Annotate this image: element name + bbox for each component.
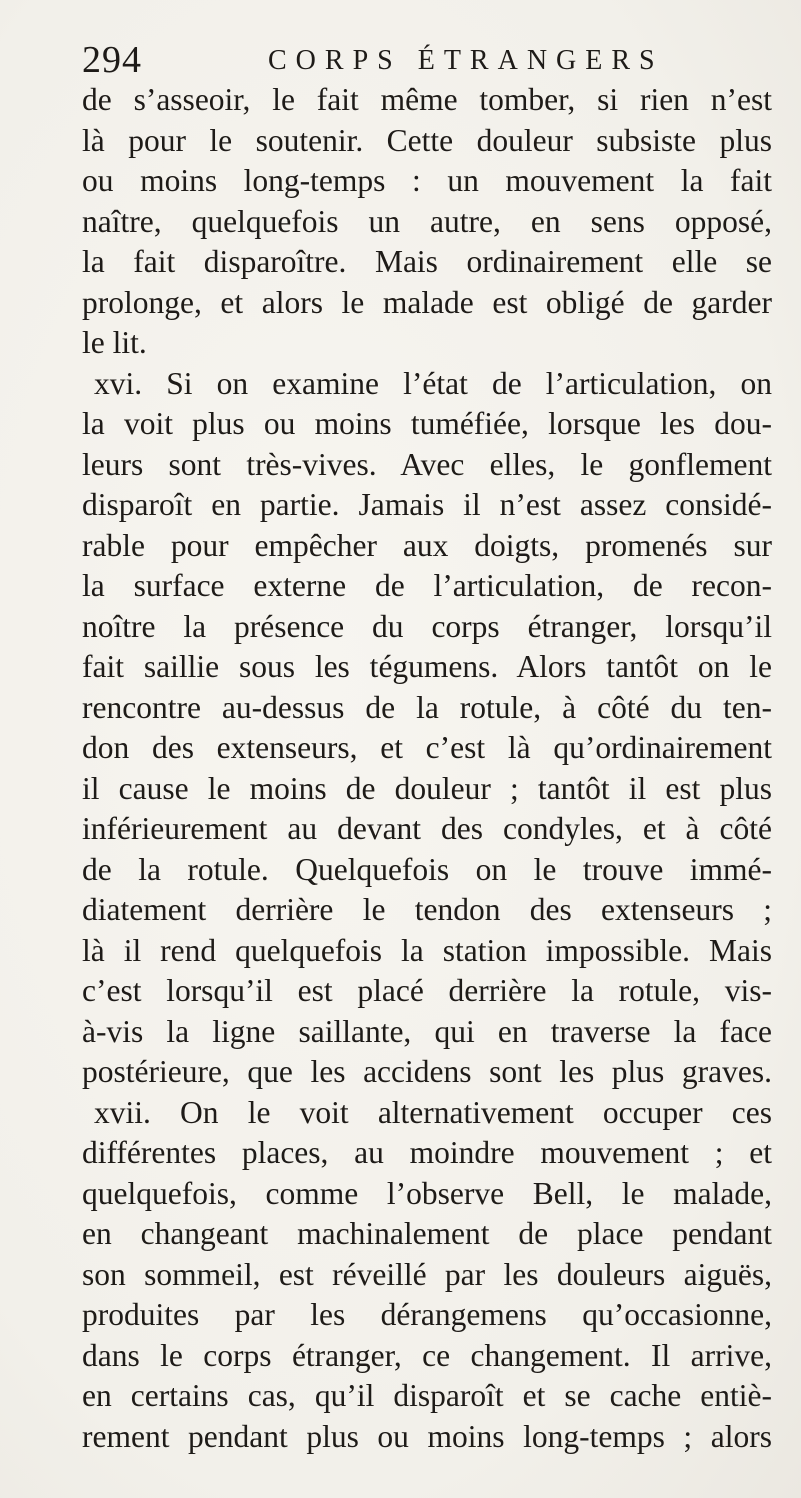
text-line: en certains cas, qu’il disparoît et se cache entiè- <box>82 1378 772 1413</box>
text-line: produites par les dérangemens qu’occasionne, <box>82 1297 772 1332</box>
text-line: le lit. <box>82 325 147 360</box>
text-line: inférieurement au devant des condyles, et à côté <box>82 811 772 846</box>
text-line: ou moins long-temps : un mouvement la fait <box>82 163 772 198</box>
text-line: différentes places, au moindre mouvement ; et <box>82 1135 772 1170</box>
text-line: la voit plus ou moins tuméfiée, lorsque les dou- <box>82 406 772 441</box>
page-header <box>82 40 772 80</box>
text-line: diatement derrière le tendon des extenseurs ; <box>82 892 772 927</box>
text-line: de s’asseoir, le fait même tomber, si rien n’est <box>82 82 772 117</box>
text-line: de la rotule. Quelquefois on le trouve immé- <box>82 851 772 887</box>
running-head: CORPS ÉTRANGERS <box>268 45 664 76</box>
text-line: naître, quelquefois un autre, en sens opposé, <box>82 203 772 239</box>
text-line: en changeant machinalement de place pendant <box>82 1216 772 1251</box>
text-line: postérieure, que les accidens sont les plus graves. <box>82 1054 772 1089</box>
text-line: leurs sont très-vives. Avec elles, le gonflement <box>82 446 772 482</box>
text-line: disparoît en partie. Jamais il n’est assez considé- <box>82 487 772 522</box>
text-line: rable pour empêcher aux doigts, promenés sur <box>82 527 772 563</box>
text-line: rement pendant plus ou moins long-temps ; alors <box>82 1418 772 1454</box>
text-line: xvi. Si on examine l’état de l’articulation, on <box>94 365 772 401</box>
text-line: prolonge, et alors le malade est obligé de garder <box>82 284 772 320</box>
text-line: à-vis la ligne saillante, qui en traverse la face <box>82 1013 772 1049</box>
text-line: don des extenseurs, et c’est là qu’ordinairement <box>82 730 772 765</box>
body-text <box>82 80 772 1457</box>
text-line: xvii. On le voit alternativement occuper ces <box>94 1094 772 1130</box>
text-line: fait saillie sous les tégumens. Alors tantôt on le <box>82 649 772 684</box>
text-line: noître la présence du corps étranger, lorsqu’il <box>82 608 772 644</box>
text-line: là pour le soutenir. Cette douleur subsiste plus <box>82 122 772 158</box>
text-line: la surface externe de l’articulation, de recon- <box>82 568 772 603</box>
text-line: rencontre au-dessus de la rotule, à côté du ten- <box>82 689 772 725</box>
text-line: dans le corps étranger, ce changement. Il arrive, <box>82 1337 772 1373</box>
text-line: quelquefois, comme l’observe Bell, le malade, <box>82 1175 772 1211</box>
text-line: là il rend quelquefois la station impossible. Mais <box>82 932 772 968</box>
text-line: il cause le moins de douleur ; tantôt il est plus <box>82 770 772 806</box>
text-line: la fait disparoître. Mais ordinairement elle se <box>82 244 772 279</box>
page-number: 294 <box>82 39 142 81</box>
text-line: c’est lorsqu’il est placé derrière la rotule, vis- <box>82 973 772 1008</box>
text-line: son sommeil, est réveillé par les douleurs aiguës, <box>82 1256 772 1292</box>
